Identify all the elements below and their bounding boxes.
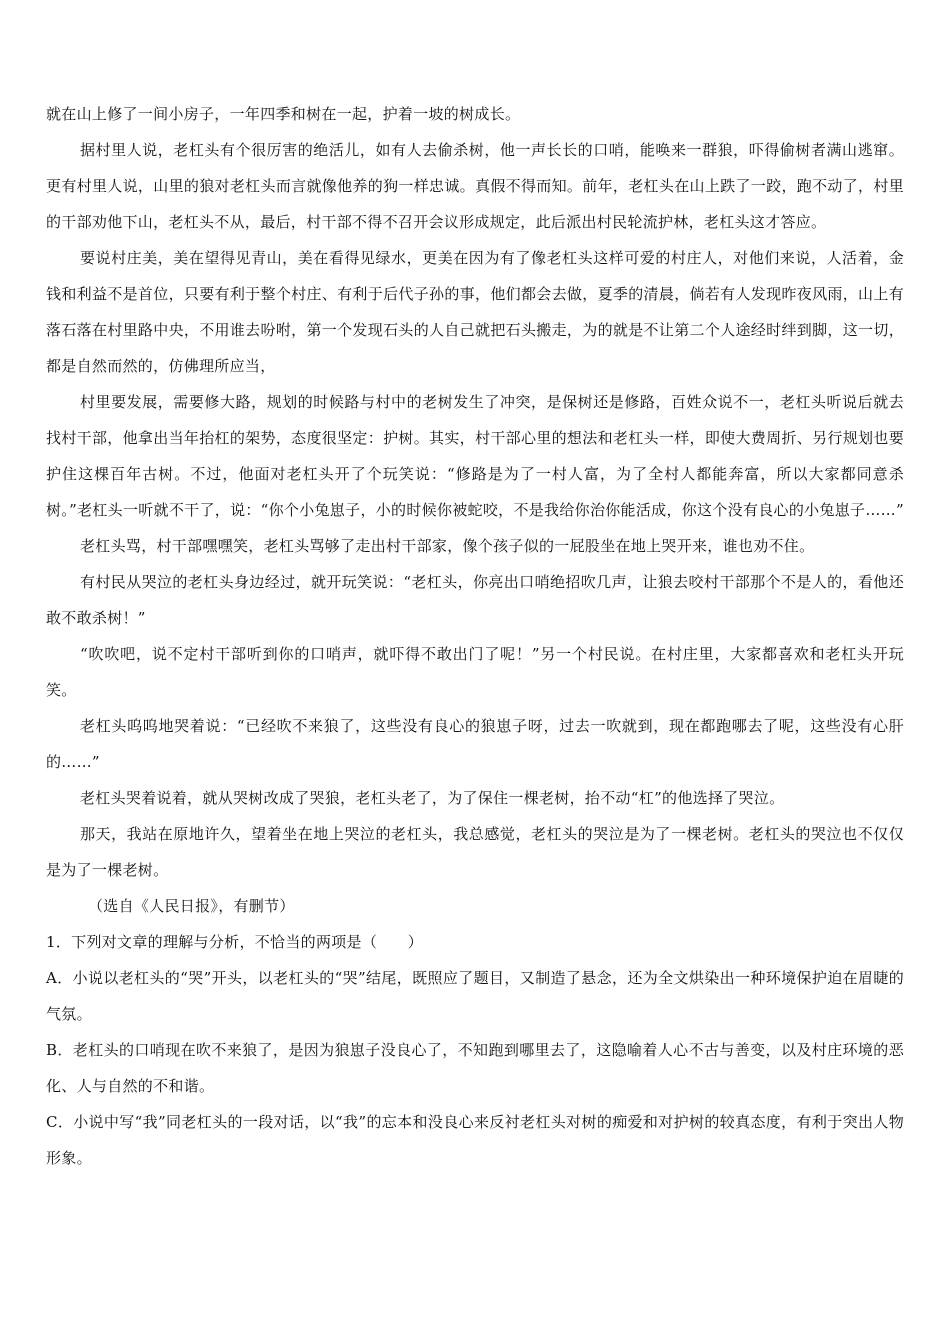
article-paragraph-8: 老杠头呜呜地哭着说：“已经吹不来狼了，这些没有良心的狼崽子呀，过去一吹就到，现在都跑哪去了呢，这些没有心肝的……” [46, 717, 904, 771]
question-option-b: B．老杠头的口哨现在吹不来狼了，是因为狼崽子没良心了，不知跑到哪里去了，这隐喻着人心不古与善变，以及村庄环境的恶化、人与自然的不和谐。 [46, 1041, 905, 1095]
article-paragraph-5: 老杠头骂，村干部嘿嘿笑，老杠头骂够了走出村干部家，像个孩子似的一屁股坐在地上哭开来，谁也劝不住。 [80, 537, 815, 555]
article-paragraph-9: 老杠头哭着说着，就从哭树改成了哭狼，老杠头老了，为了保住一棵老树，抬不动“杠”的他选择了哭泣。 [80, 789, 785, 807]
question-option-a: A．小说以老杠头的“哭”开头，以老杠头的“哭”结尾，既照应了题目，又制造了悬念，还为全文烘染出一种环境保护迫在眉睫的气氛。 [46, 969, 904, 1023]
article-paragraph-7: “吹吹吧，说不定村干部听到你的口哨声，就吓得不敢出门了呢！”另一个村民说。在村庄里，大家都喜欢和老杠头开玩笑。 [46, 645, 904, 699]
article-paragraph-3: 要说村庄美，美在望得见青山，美在看得见绿水，更美在因为有了像老杠头这样可爱的村庄人，对他们来说，人活着，金钱和利益不是首位，只要有利于整个村庄、有利于后代子孙的事，他们都会去做，夏季的清晨，倘若有人发现昨夜风雨，山上有落石落在村里路中央，不用谁去吩咐，第一个发现石头的人自己就把石头搬走，为的就是不让第二个人途经时绊到脚，这一切，都是自然而然的，仿佛理所应当， [46, 249, 904, 375]
article-paragraph-4: 村里要发展，需要修大路，规划的时候路与村中的老树发生了冲突，是保树还是修路，百姓众说不一，老杠头听说后就去找村干部，他拿出当年抬杠的架势，态度很坚定：护树。其实，村干部心里的想法和老杠头一样，即使大费周折、另行规划也要护住这棵百年古树。不过，他面对老杠头开了个玩笑说：“修路是为了一村人富，为了全村人都能奔富，所以大家都同意杀树。”老杠头一听就不干了，说：“你个小兔崽子，小的时候你被蛇咬，不是我给你治你能活成，你这个没有良心的小兔崽子……” [46, 393, 904, 519]
article-paragraph-10: 那天，我站在原地许久，望着坐在地上哭泣的老杠头，我总感觉，老杠头的哭泣是为了一棵老树。老杠头的哭泣也不仅仅是为了一棵老树。 [46, 825, 904, 879]
article-paragraph-6: 有村民从哭泣的老杠头身边经过，就开玩笑说：“老杠头，你亮出口哨绝招吹几声，让狼去咬村干部那个不是人的，看他还敢不敢杀树！” [46, 573, 904, 627]
article-source: （选自《人民日报》，有删节） [88, 897, 295, 915]
article-paragraph-1: 就在山上修了一间小房子，一年四季和树在一起，护着一坡的树成长。 [46, 105, 521, 123]
article-paragraph-2: 据村里人说，老杠头有个很厉害的绝活儿，如有人去偷杀树，他一声长长的口哨，能唤来一群狼，吓得偷树者满山逃窜。更有村里人说，山里的狼对老杠头而言就像他养的狗一样忠诚。真假不得而知。前年，老杠头在山上跌了一跤，跑不动了，村里的干部劝他下山，老杠头不从，最后，村干部不得不召开会议形成规定，此后派出村民轮流护林，老杠头这才答应。 [46, 141, 904, 231]
document-body [46, 96, 904, 1176]
question-stem: 1．下列对文章的理解与分析，不恰当的两项是（ ） [46, 933, 424, 951]
question-option-c: C．小说中写“我”同老杠头的一段对话，以“我”的忘本和没良心来反衬老杠头对树的痴爱和对护树的较真态度，有利于突出人物形象。 [46, 1113, 904, 1167]
